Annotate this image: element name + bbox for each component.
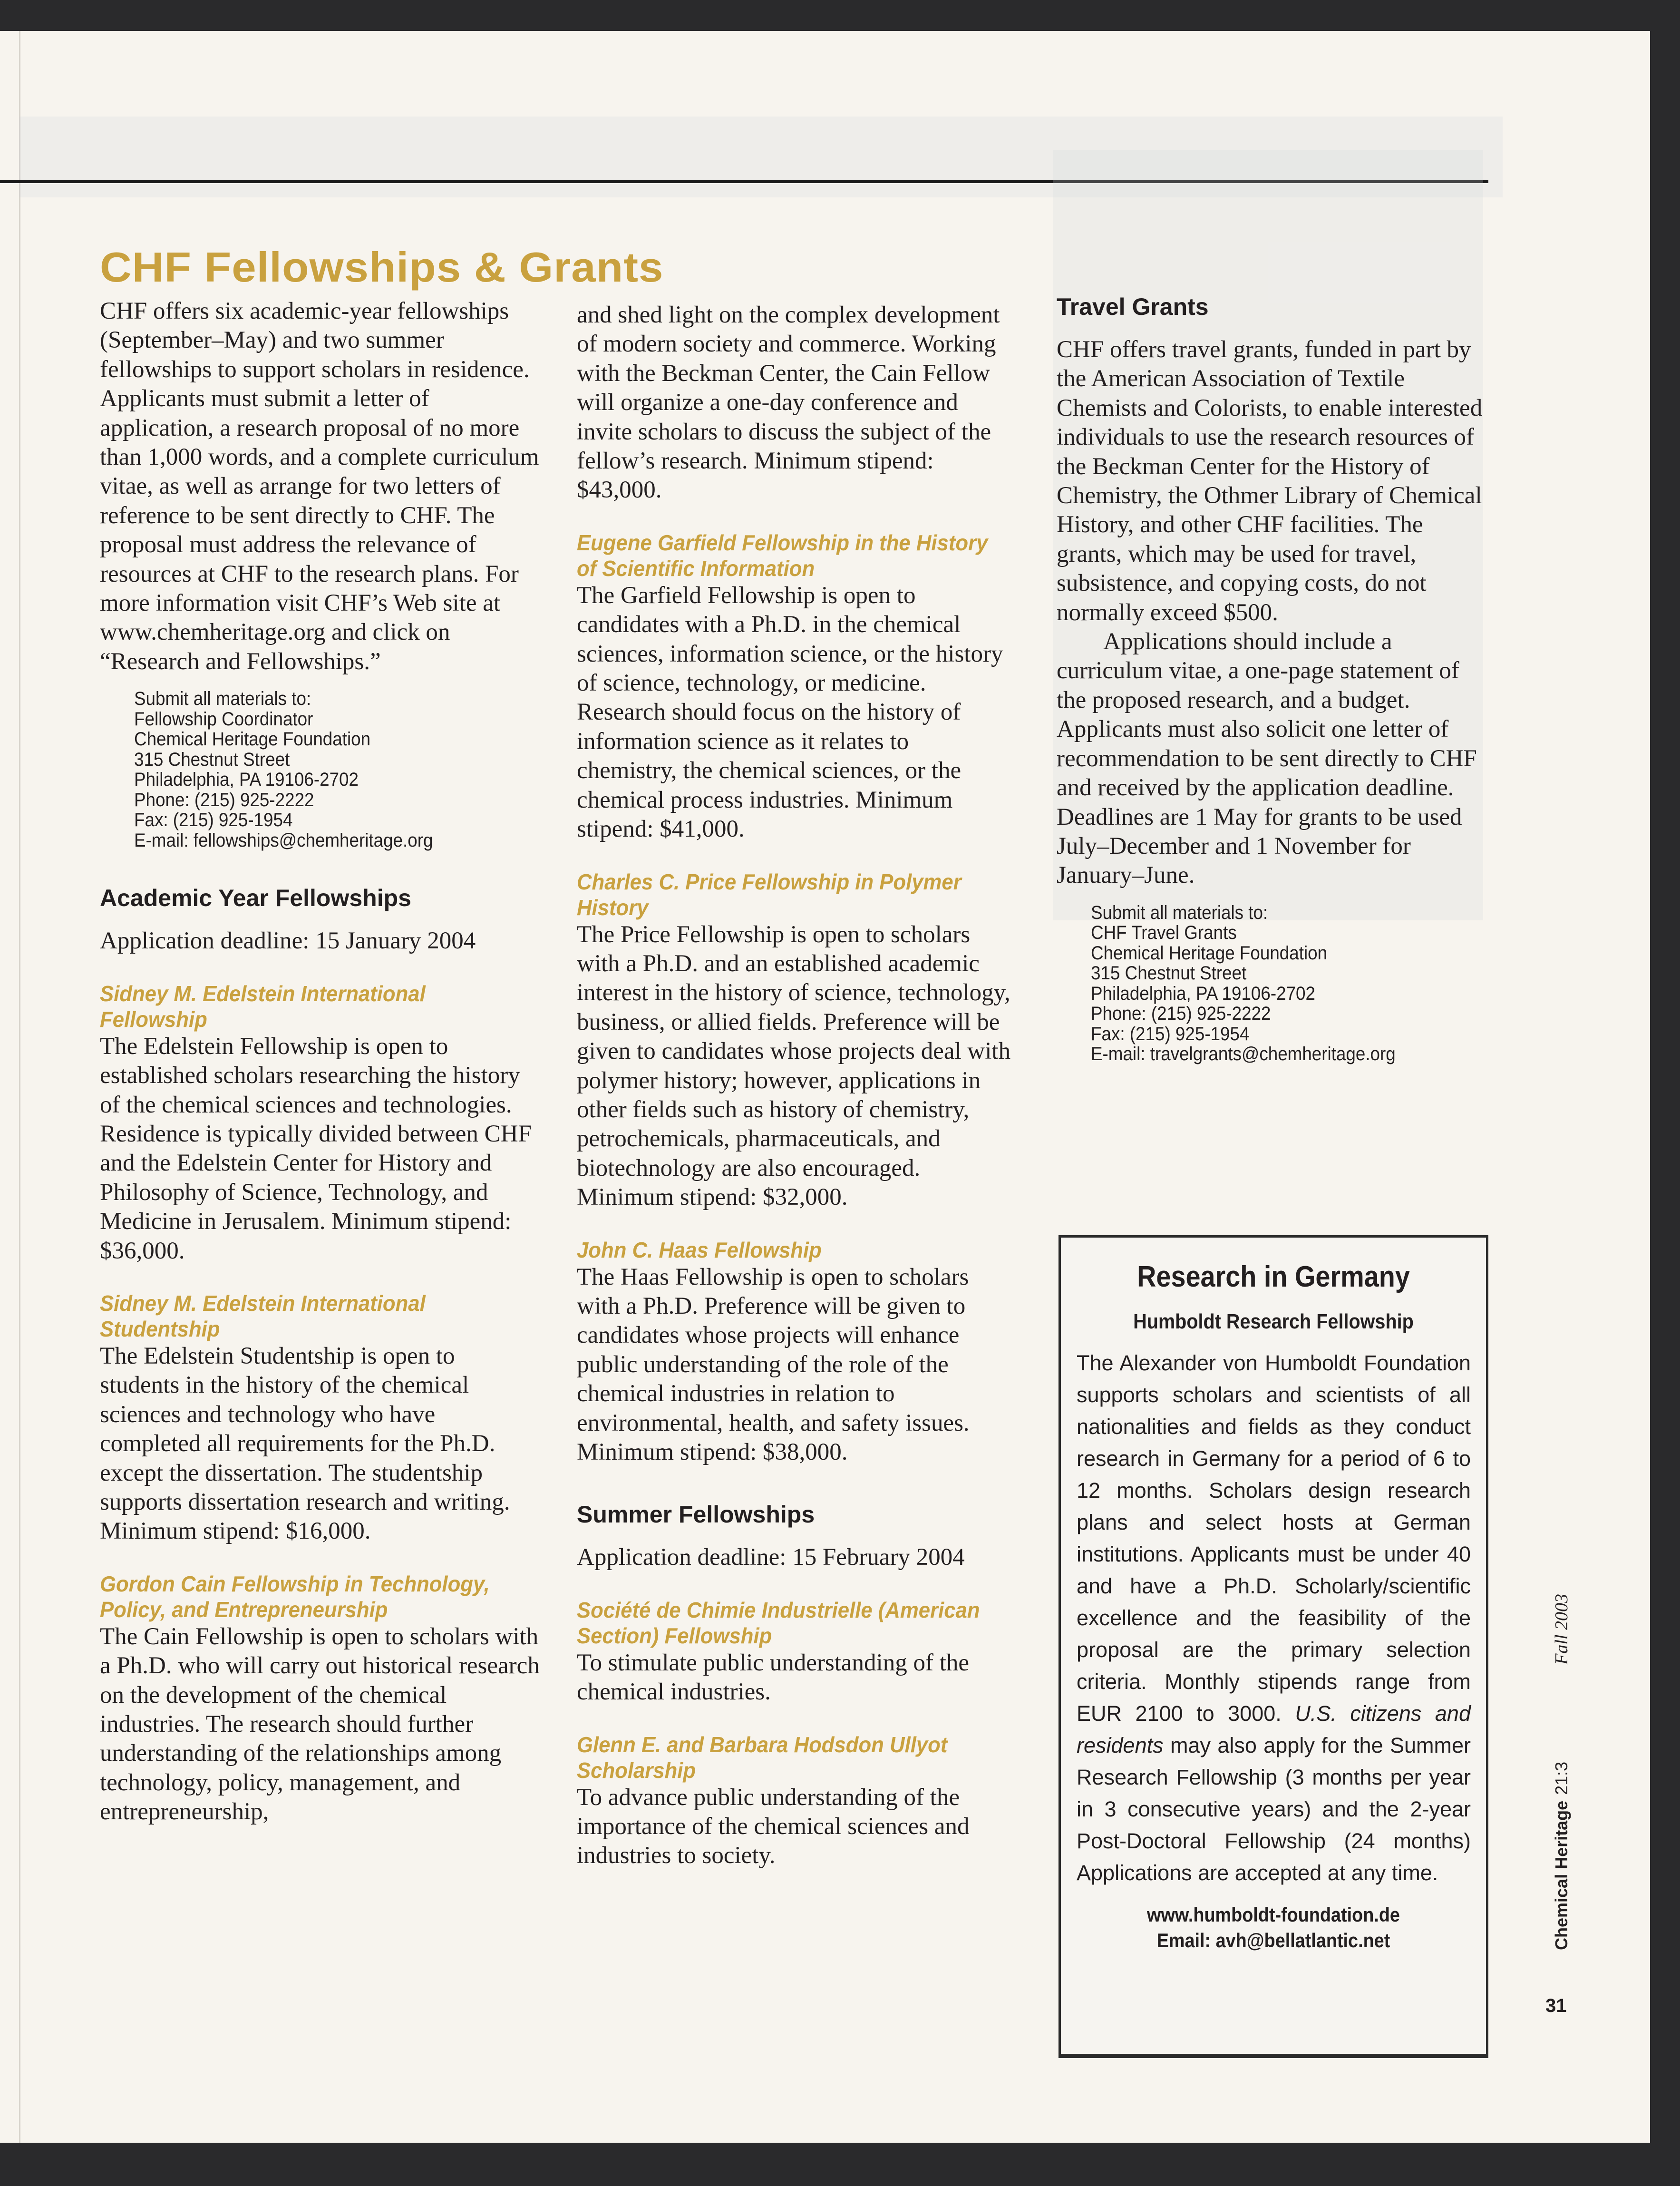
fellowship-title: Eugene Garfield Fellowship in the History of Scientific Information	[577, 530, 988, 581]
address-line: Submit all materials to:	[134, 688, 311, 710]
intro-paragraph: CHF offers six academic-year fellowships (September–May) and two summer fellowships to support scholars in residence. Applicants must submit a letter of application, a research proposal of no more than 1,000 words, and a complete curriculum vitae, as well as arrange for two letters of reference to be sent directly to CHF. The proposal must address the relevance of resources at CHF to the research plans. For more information visit CHF’s Web site at www.chemheritage.org and click on “Research and Fellowships.”	[100, 298, 539, 675]
fellowship-description: The Edelstein Fellowship is open to established scholars researching the history of the chemical sciences and technologies. Residence is typically divided between CHF and the Edelstein Center for History and Philosophy of Science, Technology, and Medicine in Jerusalem. Minimum stipend: $36,000.	[100, 1033, 532, 1264]
box-body-text: may also apply for the Summer Research Fellowship (3 months per year in 3 consecutive years) and the 2-year Post-Doctoral Fellowship (24 months) Applications are accepted at any time.	[1077, 1733, 1471, 1885]
box-body-text: The Alexander von Humboldt Foundation supports scholars and scientists of all nationalities and fields as they conduct research in Germany for a period of 6 to 12 months. Scholars design research plans and select hosts at German institutions. Applicants must be under 40 and have a Ph.D. Scholarly/scientific excellence and the feasibility of the proposal are the primary selection criteria. Monthly stipends range from EUR 2100 to 3000.	[1077, 1351, 1471, 1726]
address-email[interactable]: E-mail: travelgrants@chemheritage.org	[1091, 1044, 1396, 1065]
address-line: 315 Chestnut Street	[1091, 963, 1247, 984]
running-footer	[1551, 1594, 1572, 1950]
travel-paragraph: CHF offers travel grants, funded in part by the American Association of Textile Chemists and Colorists, to enable interested individuals to use the research resources of the Beckman Center for the History of Chemistry, the Othmer Library of Chemical History, and other CHF facilities. The grants, which may be used for travel, subsistence, and copying costs, do not normally exceed $500.	[1057, 336, 1483, 626]
address-line: CHF Travel Grants	[1091, 922, 1237, 944]
academic-deadline: Application deadline: 15 January 2004	[100, 927, 476, 955]
fellowship-title: Gordon Cain Fellowship in Technology, Policy, and Entrepreneurship	[100, 1571, 490, 1622]
address-line: Chemical Heritage Foundation	[134, 729, 371, 750]
fellowship-address-block	[134, 689, 507, 850]
fellowship-description: The Cain Fellowship is open to scholars with a Ph.D. who will carry out historical research on the development of the chemical industries. The research should further understanding of the relationships among technology, policy, management, and entrepreneurship,	[100, 1623, 540, 1825]
journal-season: Fall 2003	[1552, 1593, 1572, 1665]
address-fax: Fax: (215) 925-1954	[1091, 1023, 1250, 1044]
academic-heading: Academic Year Fellowships	[100, 885, 411, 912]
address-line: Submit all materials to:	[1091, 902, 1268, 923]
box-contact	[1082, 1902, 1465, 1953]
article-title: CHF Fellowships & Grants	[100, 244, 664, 291]
research-in-germany-box	[1058, 1235, 1488, 2058]
address-line: 315 Chestnut Street	[134, 749, 290, 770]
address-phone: Phone: (215) 925-2222	[1091, 1003, 1271, 1025]
address-fax: Fax: (215) 925-1954	[134, 810, 293, 831]
journal-name: Chemical Heritage	[1552, 1800, 1571, 1950]
page-number: 31	[1545, 1995, 1567, 2016]
fellowship-title: Sidney M. Edelstein International Fellowship	[100, 981, 426, 1032]
box-website-link[interactable]: www.humboldt-foundation.de	[1147, 1903, 1400, 1926]
fellowship-title: Glenn E. and Barbara Hodsdon Ullyot Scholarship	[577, 1732, 948, 1783]
fellowship-title: Charles C. Price Fellowship in Polymer History	[577, 869, 961, 920]
column-middle	[577, 301, 1014, 1871]
fellowship-description: The Price Fellowship is open to scholars with a Ph.D. and an established academic interest in the history of science, technology, business, or allied fields. Preference will be given to candidates whose projects deal with polymer history; however, applications in other fields such as history of chemistry, petrochemicals, pharmaceuticals, and biotechnology are also encouraged. Minimum stipend: $32,000.	[577, 921, 1011, 1211]
column-left	[100, 244, 664, 1827]
box-body-emphasis: U.S. citizens and residents	[1077, 1701, 1471, 1757]
travel-paragraph: Applications should include a curriculum vitae, a one-page statement of the proposed research, and a budget. Applicants must also solicit one letter of recommendation to be sent directly to CHF and received by the application deadline. Deadlines are 1 May for grants to be used July–December and 1 November for January–June.	[1057, 628, 1477, 889]
address-phone: Phone: (215) 925-2222	[134, 789, 314, 810]
page-gutter	[19, 31, 20, 2143]
fellowship-title: John C. Haas Fellowship	[577, 1237, 822, 1262]
column-right	[1057, 293, 1489, 1064]
fellowship-description: To stimulate public understanding of the chemical industries.	[577, 1649, 970, 1706]
travel-address-block	[1091, 903, 1457, 1064]
fellowship-title: Société de Chimie Industrielle (American Section) Fellowship	[577, 1597, 980, 1648]
fellowship-description: The Edelstein Studentship is open to students in the history of the chemical sciences and technology who have completed all requirements for the Ph.D. except the dissertation. The studentship supports dissertation research and writing. Minimum stipend: $16,000.	[100, 1342, 510, 1545]
address-email[interactable]: E-mail: fellowships@chemheritage.org	[134, 830, 433, 851]
address-line: Chemical Heritage Foundation	[1091, 942, 1328, 964]
box-body	[1077, 1347, 1471, 1889]
box-subtitle: Humboldt Research Fellowship	[1133, 1310, 1414, 1333]
fellowship-description: To advance public understanding of the importance of the chemical sciences and industries to society.	[577, 1784, 970, 1869]
summer-deadline: Application deadline: 15 February 2004	[577, 1544, 965, 1571]
fellowship-description: The Haas Fellowship is open to scholars with a Ph.D. Preference will be given to candidates whose projects will enhance public understanding of the role of the chemical industries in relation to environmental, health, and safety issues. Minimum stipend: $38,000.	[577, 1263, 970, 1465]
journal-issue: 21:3	[1552, 1761, 1571, 1795]
fellowship-description: The Garfield Fellowship is open to candidates with a Ph.D. in the chemical sciences, information science, or the history of science, technology, or medicine. Research should focus on the history of information science as it relates to chemistry, the chemical sciences, or the chemical process industries. Minimum stipend: $41,000.	[577, 582, 1003, 843]
address-line: Philadelphia, PA 19106-2702	[1091, 983, 1315, 1004]
address-line: Fellowship Coordinator	[134, 708, 313, 730]
fellowship-title: Sidney M. Edelstein International Studentship	[100, 1290, 426, 1341]
fellowship-description-continued: and shed light on the complex development of modern society and commerce. Working with the Beckman Center, the Cain Fellow will organize a one-day conference and invite scholars to discuss the subject of the fellow’s research. Minimum stipend: $43,000.	[577, 302, 1000, 504]
box-title: Research in Germany	[1137, 1260, 1410, 1293]
travel-heading: Travel Grants	[1057, 293, 1209, 320]
summer-heading: Summer Fellowships	[577, 1501, 815, 1528]
address-line: Philadelphia, PA 19106-2702	[134, 769, 359, 790]
box-email-link[interactable]: Email: avh@bellatlantic.net	[1156, 1929, 1390, 1952]
